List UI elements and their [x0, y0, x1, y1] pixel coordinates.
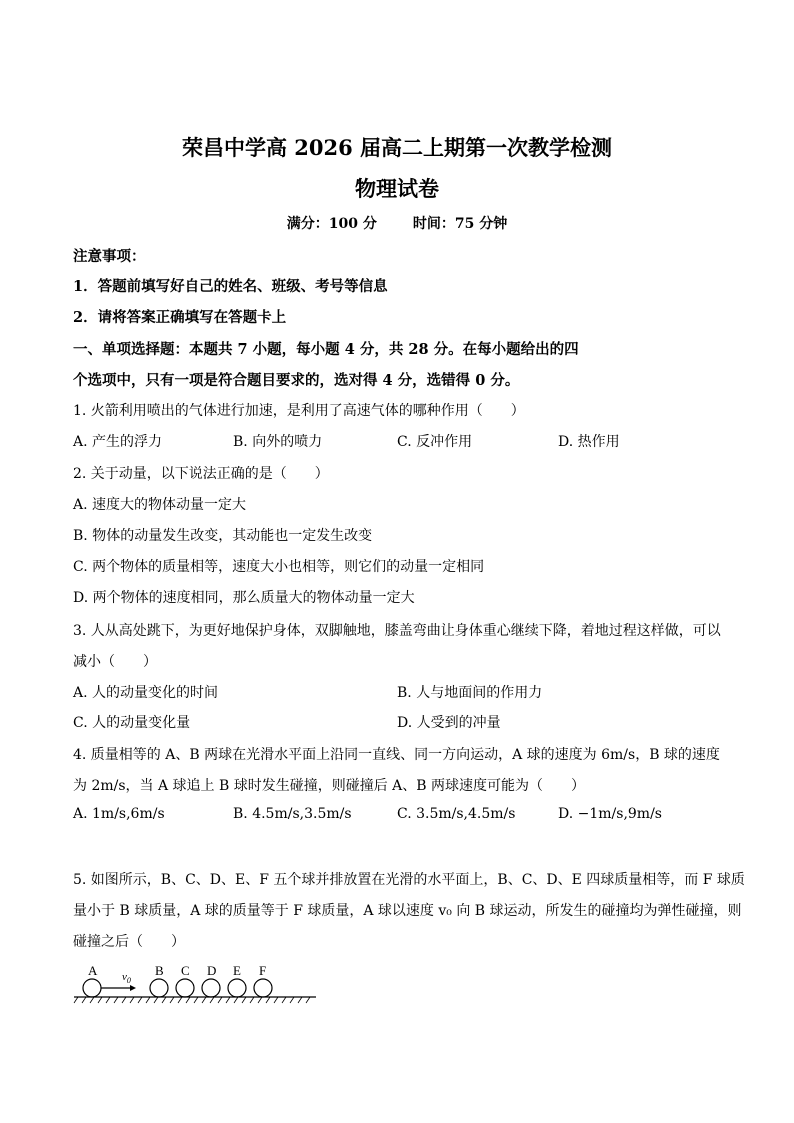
score-text: 满分：100 分 — [286, 216, 377, 232]
ball-e — [228, 979, 246, 997]
velocity-subscript: 0 — [126, 976, 131, 985]
ball-f — [254, 979, 272, 997]
q1-option-a: A. 产生的浮力 — [73, 434, 163, 450]
q2-option-b: B. 物体的动量发生改变，其动能也一定发生改变 — [73, 528, 373, 544]
q1-option-d: D. 热作用 — [558, 434, 620, 450]
ball-label-f: F — [259, 963, 267, 978]
q1-option-c: C. 反冲作用 — [397, 434, 473, 450]
question-4-stem: 4. 质量相等的 A、B 两球在光滑水平面上沿同一直线、同一方向运动，A 球的速度为 6m/s，B 球的速度 — [73, 747, 720, 763]
question-1-stem: 1. 火箭利用喷出的气体进行加速，是利用了高速气体的哪种作用（ ） — [73, 403, 525, 419]
question-2-stem: 2. 关于动量，以下说法正确的是（ ） — [73, 466, 329, 482]
q4-option-d: D. −1m/s,9m/s — [558, 806, 662, 822]
ball-c — [176, 979, 194, 997]
ball-b — [150, 979, 168, 997]
ground-hatching — [74, 997, 310, 1003]
question-5-stem: 5. 如图所示，B、C、D、E、F 五个球并排放置在光滑的水平面上，B、C、D、E 四球质量相等，而 F 球质 — [73, 872, 745, 888]
q2-option-d: D. 两个物体的速度相同，那么质量大的物体动量一定大 — [73, 590, 415, 606]
ball-label-a: A — [88, 963, 98, 978]
q3-option-c: C. 人的动量变化量 — [73, 715, 191, 731]
note-item: 2．请将答案正确填写在答题卡上 — [73, 309, 287, 326]
question-5-stem-cont2: 碰撞之后（ ） — [73, 934, 185, 950]
velocity-label: $v_0$ — [122, 971, 131, 985]
exam-title: 荣昌中学高 2026 届高二上期第一次教学检测 — [181, 135, 613, 160]
exam-meta — [0, 213, 794, 233]
q3-option-a: A. 人的动量变化的时间 — [73, 685, 219, 701]
q4-option-b: B. 4.5m/s,3.5m/s — [233, 806, 352, 822]
q5-ball-figure — [70, 960, 320, 1008]
q4-option-c: C. 3.5m/s,4.5m/s — [397, 806, 516, 822]
ball-d — [202, 979, 220, 997]
notes-heading: 注意事项： — [73, 248, 146, 265]
ball-a — [83, 979, 101, 997]
q2-option-c: C. 两个物体的质量相等，速度大小也相等，则它们的动量一定相同 — [73, 559, 485, 575]
question-3-stem: 3. 人从高处跳下，为更好地保护身体，双脚触地，膝盖弯曲让身体重心继续下降，着地过程这样做，可以 — [73, 623, 721, 639]
arrowhead-icon — [130, 985, 136, 991]
q4-option-a: A. 1m/s,6m/s — [73, 806, 165, 822]
ball-label-b: B — [155, 963, 164, 978]
q2-option-a: A. 速度大的物体动量一定大 — [73, 497, 247, 513]
section-heading-cont: 个选项中，只有一项是符合题目要求的，选对得 4 分，选错得 0 分。 — [73, 372, 520, 389]
ball-label-e: E — [233, 963, 241, 978]
question-5-stem-cont: 量小于 B 球质量，A 球的质量等于 F 球质量，A 球以速度 v₀ 向 B 球运动，所发生的碰撞均为弹性碰撞，则 — [73, 903, 742, 919]
question-4-stem-cont: 为 2m/s，当 A 球追上 B 球时发生碰撞，则碰撞后 A、B 两球速度可能为（ ） — [73, 778, 586, 794]
q3-option-b: B. 人与地面间的作用力 — [397, 685, 543, 701]
time-text: 时间：75 分钟 — [412, 216, 508, 232]
q1-option-b: B. 向外的喷力 — [233, 434, 323, 450]
exam-subtitle: 物理试卷 — [355, 176, 439, 201]
ball-label-d: D — [207, 963, 217, 978]
ball-label-c: C — [181, 963, 190, 978]
section-heading: 一、单项选择题：本题共 7 小题，每小题 4 分，共 28 分。在每小题给出的四 — [73, 341, 579, 358]
note-item: 1．答题前填写好自己的姓名、班级、考号等信息 — [73, 278, 388, 295]
question-3-stem-cont: 减小（ ） — [73, 654, 157, 670]
q3-option-d: D. 人受到的冲量 — [397, 715, 501, 731]
